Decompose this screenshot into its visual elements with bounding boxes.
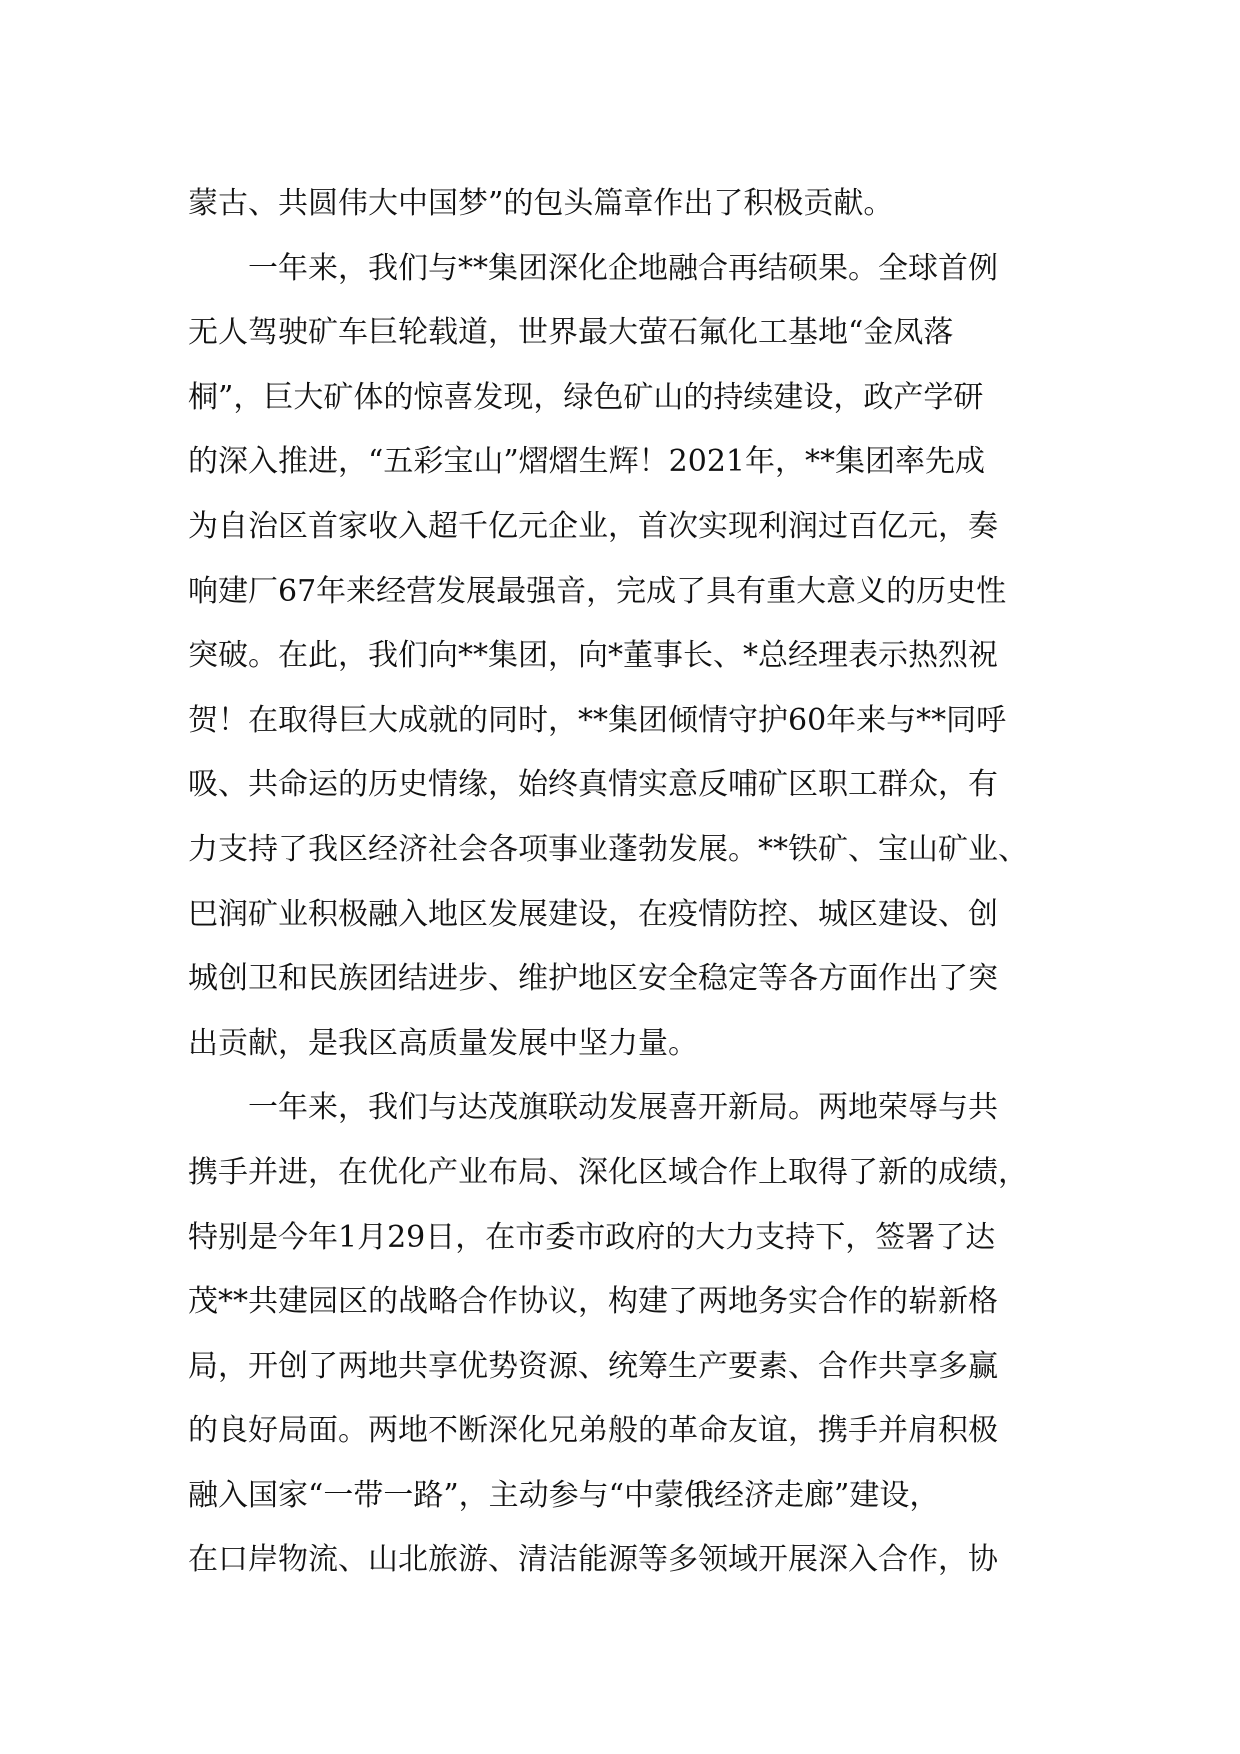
text-line: 力支持了我区经济社会各项事业蓬勃发展。**铁矿、宝山矿业、 [188, 831, 1028, 867]
text-line: 为自治区首家收入超千亿元企业，首次实现利润过百亿元，奏 [188, 508, 998, 544]
text-line: 的良好局面。两地不断深化兄弟般的革命友谊，携手并肩积极 [188, 1413, 998, 1449]
text-line: 无人驾驶矿车巨轮载道，世界最大萤石氟化工基地“金凤落 [188, 315, 954, 351]
text-line: 特别是今年1月29日，在市委市政府的大力支持下，签署了达 [188, 1219, 996, 1255]
text-line: 响建厂67年来经营发展最强音，完成了具有重大意义的历史性 [188, 573, 1007, 609]
text-line: 突破。在此，我们向**集团，向*董事长、*总经理表示热烈祝 [188, 638, 998, 674]
text-line: 吸、共命运的历史情缘，始终真情实意反哺矿区职工群众，有 [188, 767, 998, 803]
text-line: 一年来，我们与**集团深化企地融合再结硕果。全球首例 [188, 250, 998, 286]
text-line: 桐”，巨大矿体的惊喜发现，绿色矿山的持续建设，政产学研 [188, 379, 984, 415]
text-line: 贺！在取得巨大成就的同时，**集团倾情守护60年来与**同呼 [188, 702, 1007, 738]
text-line: 茂**共建园区的战略合作协议，构建了两地务实合作的崭新格 [188, 1284, 998, 1320]
text-line: 携手并进，在优化产业布局、深化区域合作上取得了新的成绩， [188, 1154, 1028, 1190]
text-line: 在口岸物流、山北旅游、清洁能源等多领域开展深入合作，协 [188, 1542, 998, 1578]
text-line: 局，开创了两地共享优势资源、统筹生产要素、合作共享多赢 [188, 1348, 998, 1384]
text-line: 一年来，我们与达茂旗联动发展喜开新局。两地荣辱与共 [188, 1090, 998, 1126]
text-line: 融入国家“一带一路”，主动参与“中蒙俄经济走廊”建设， [188, 1477, 940, 1513]
text-line: 出贡献，是我区高质量发展中坚力量。 [188, 1025, 698, 1061]
document-body [188, 172, 1088, 1593]
text-line: 城创卫和民族团结进步、维护地区安全稳定等各方面作出了突 [188, 961, 998, 997]
text-line: 蒙古、共圆伟大中国梦”的包头篇章作出了积极贡献。 [188, 186, 894, 221]
text-line: 的深入推进，“五彩宝山”熠熠生辉！2021年，**集团率先成 [188, 444, 986, 480]
text-line: 巴润矿业积极融入地区发展建设，在疫情防控、城区建设、创 [188, 896, 998, 932]
